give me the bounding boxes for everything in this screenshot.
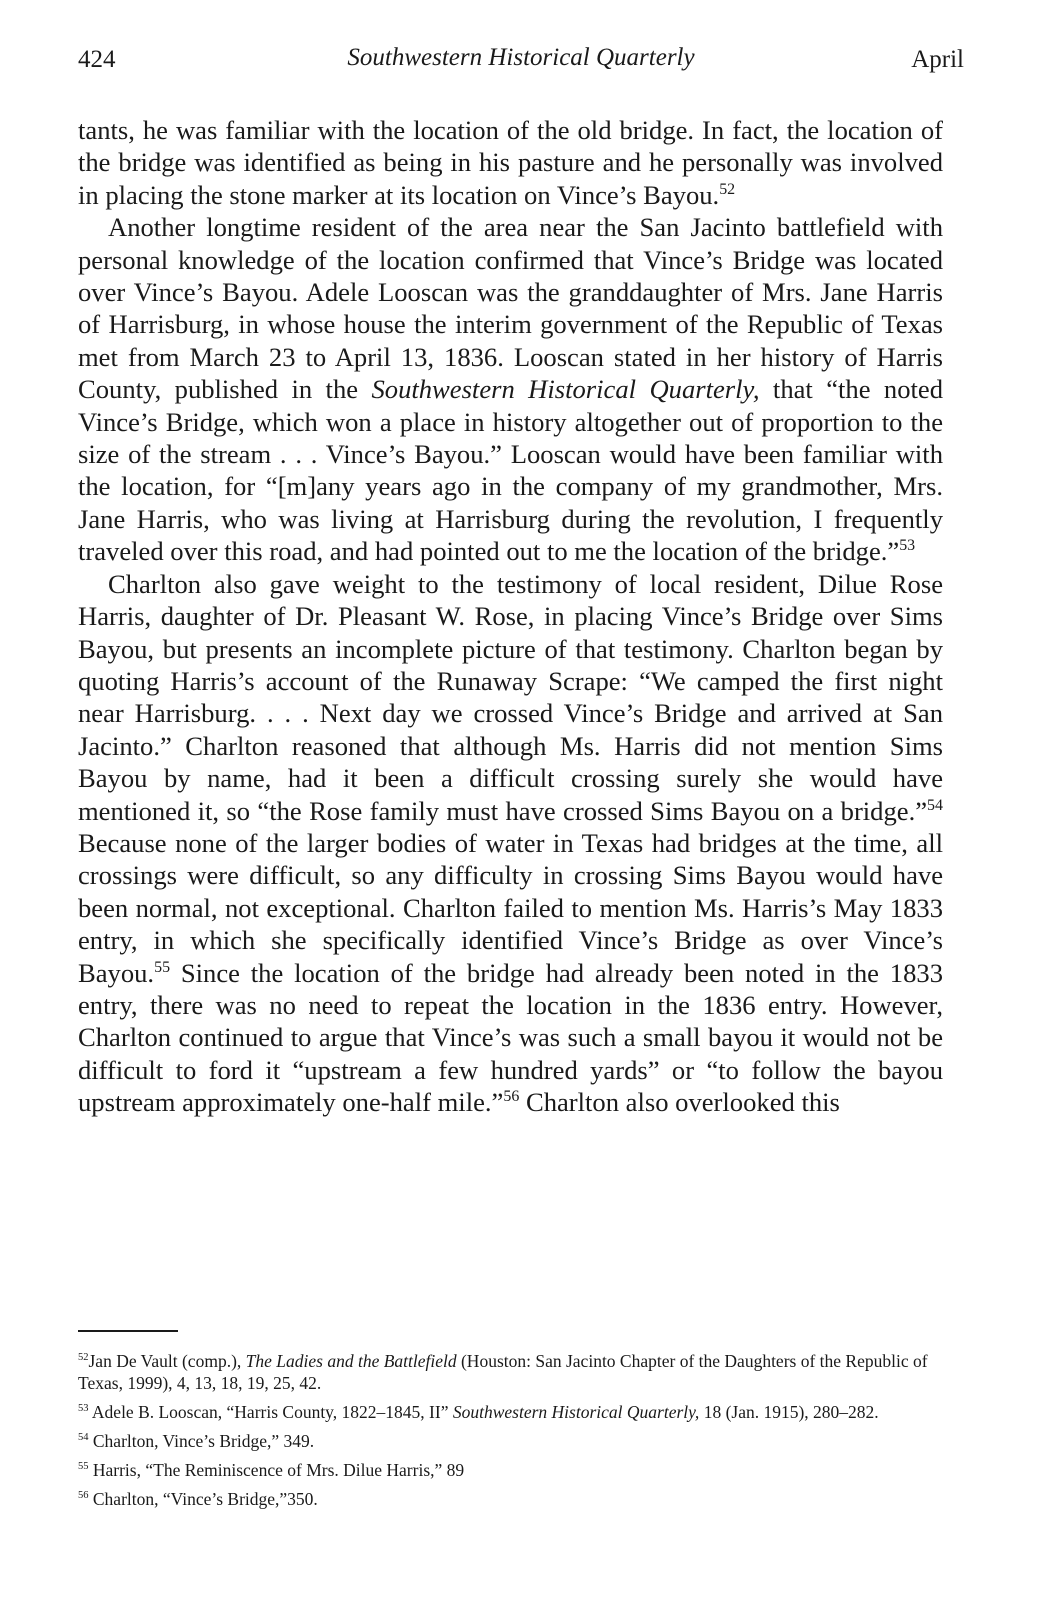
footnote-ref: 52	[78, 1352, 89, 1364]
text-run: 18 (Jan. 1915), 280–282.	[699, 1402, 879, 1422]
text-run: Charlton also overlooked this	[519, 1087, 840, 1118]
footnote-ref: 55	[78, 1461, 89, 1473]
paragraph	[78, 211, 943, 567]
footnote-ref: 54	[927, 796, 943, 814]
footnote-ref: 56	[78, 1490, 89, 1502]
paragraph	[78, 114, 943, 211]
text-run: Charlton, “Vince’s Bridge,”350.	[88, 1489, 318, 1509]
text-run: Charlton also gave weight to the testimony of local resident, Dilue Rose Harris, daughter of Dr. Pleasant W. Rose, in placing Vince’s Bridge over Sims Bayou, but presents an incomplete picture of that testimony. Charlton began by quoting Harris’s account of the Runaway Scrape: “We camped the first night near Harrisburg. . . . Next day we crossed Vince’s Bridge and arrived at San Jacinto.” Charlton reasoned that although Ms. Harris did not mention Sims Bayou by name, had it been a difficult crossing surely she would have mentioned it, so “the Rose family must have crossed Sims Bayou on a bridge.”	[78, 568, 943, 826]
journal-title: Southwestern Historical Quarterly	[347, 44, 695, 71]
footnotes	[78, 1350, 943, 1517]
text-run: Another longtime resident of the area near the San Jacinto battlefield with personal knowledge of the location confirmed that Vince’s Bridge was located over Vince’s Bayou. Adele Looscan was the granddaughter of Mrs. Jane Harris of Harrisburg, in whose house the interim government of the Republic of Texas met from March 23 to April 13, 1836. Looscan stated in her history of Harris County, published in the	[78, 212, 943, 405]
text-run: Because none of the larger bodies of water in Texas had bridges at the time, all crossings were difficult, so any difficulty in crossing Sims Bayou would have been normal, not exceptional. Charlton failed to mention Ms. Harris’s May 1833 entry, in which she specifically identified Vince’s Bridge as over Vince’s Bayou.	[78, 827, 943, 988]
text-run: Adele B. Looscan, “Harris County, 1822–1845, II”	[88, 1402, 453, 1422]
italic-title: Southwestern Historical Quarterly,	[452, 1402, 700, 1422]
footnote-ref: 53	[78, 1403, 89, 1415]
text-run: Since the location of the bridge had already been noted in the 1833 entry, there was no need to repeat the location in the 1836 entry. However, Charlton continued to argue that Vince’s was such a small bayou it would not be difficult to ford it “upstream a few hundred yards” or “to follow the bayou upstream approximately one-half mile.”	[78, 957, 943, 1118]
text-run: Charlton, Vince’s Bridge,” 349.	[88, 1431, 315, 1451]
text-run: that “the noted Vince’s Bridge, which won a place in history altogether out of proportion to the size of the stream . . . Vince’s Bayou.” Looscan would have been familiar with the location, for “[m]any years ago in the company of my grandmother, Mrs. Jane Harris, who was living at Harrisburg during the revolution, I frequently traveled over this road, and had pointed out to me the location of the bridge.”	[78, 374, 943, 567]
footnote-ref: 52	[719, 180, 736, 198]
text-run: Harris, “The Reminiscence of Mrs. Dilue Harris,” 89	[88, 1460, 465, 1480]
body-text	[78, 114, 943, 1119]
footnote	[78, 1459, 943, 1481]
text-run: tants, he was familiar with the location of the old bridge. In fact, the location of the bridge was identified as being in his pasture and he personally was involved in placing the stone marker at its location on Vince’s Bayou.	[78, 115, 943, 210]
italic-title: Southwestern Historical Quarterly,	[371, 374, 760, 405]
footnote-ref: 54	[78, 1432, 89, 1444]
footnote-ref: 56	[503, 1088, 520, 1106]
footnote	[78, 1430, 943, 1452]
paragraph	[78, 568, 943, 1119]
footnote	[78, 1401, 943, 1423]
text-run: Jan De Vault (comp.),	[88, 1351, 246, 1371]
footnote	[78, 1350, 943, 1394]
running-header	[78, 38, 964, 88]
footnote-divider	[78, 1330, 178, 1332]
footnote-ref: 55	[154, 958, 171, 976]
footnote	[78, 1488, 943, 1510]
text-run: (Houston: San Jacinto Chapter of the Daughters of the Republic of Texas, 1999), 4, 13, 18, 19, 25, 42.	[78, 1351, 928, 1393]
footnote-ref: 53	[899, 537, 916, 555]
page-number: 424	[78, 46, 116, 73]
italic-title: The Ladies and the Battlefield	[245, 1351, 457, 1371]
issue-month: April	[911, 46, 964, 73]
